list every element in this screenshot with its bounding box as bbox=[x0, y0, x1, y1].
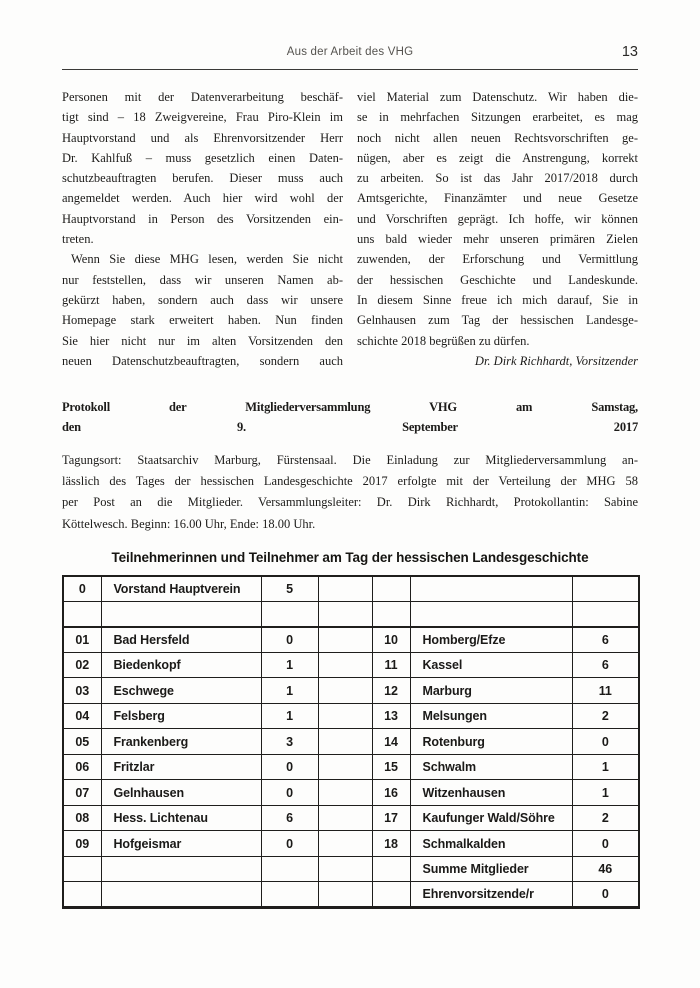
table-cell: 05 bbox=[63, 729, 101, 755]
table-row bbox=[63, 882, 639, 908]
table-cell: Hofgeismar bbox=[101, 831, 261, 857]
text-line: der hessischen Geschichte und Landeskunde. bbox=[357, 272, 638, 287]
table-cell: Fritzlar bbox=[101, 754, 261, 780]
text-line: den 9. September 2017 bbox=[62, 420, 638, 435]
table-cell: 04 bbox=[63, 703, 101, 729]
text-line: Dr. Dirk Richhardt, Vorsitzender bbox=[474, 353, 638, 368]
table-caption: Teilnehmerinnen und Teilnehmer am Tag der hessischen Landesgeschichte bbox=[111, 549, 589, 565]
text-line: In diesem Sinne freue ich mich darauf, Sie in bbox=[357, 292, 638, 307]
table-cell bbox=[372, 882, 410, 908]
table-cell bbox=[318, 601, 372, 627]
table-cell: 0 bbox=[63, 576, 101, 602]
table-cell bbox=[318, 856, 372, 882]
text-line: neuen Datenschutzbeauftragten, sondern auch bbox=[62, 353, 343, 368]
table-cell: 1 bbox=[572, 780, 639, 806]
table-cell: Rotenburg bbox=[410, 729, 572, 755]
table-cell: 6 bbox=[572, 627, 639, 653]
table-cell: 09 bbox=[63, 831, 101, 857]
table-cell bbox=[101, 856, 261, 882]
table-cell: Kaufunger Wald/Söhre bbox=[410, 805, 572, 831]
table-cell bbox=[318, 576, 372, 602]
table-cell: Melsungen bbox=[410, 703, 572, 729]
table-row bbox=[63, 805, 639, 831]
table-cell: 01 bbox=[63, 627, 101, 653]
table-cell: 2 bbox=[572, 703, 639, 729]
table-cell bbox=[261, 882, 318, 908]
table-cell: Marburg bbox=[410, 678, 572, 704]
table-row bbox=[63, 831, 639, 857]
table-cell bbox=[318, 678, 372, 704]
text-line: Hauptvorstand in Person des Vorsitzenden ein- bbox=[62, 211, 343, 226]
table-cell bbox=[318, 627, 372, 653]
table-cell: Schmalkalden bbox=[410, 831, 572, 857]
table-cell: 6 bbox=[261, 805, 318, 831]
table-cell bbox=[318, 754, 372, 780]
table-row bbox=[63, 780, 639, 806]
table-cell: Vorstand Hauptverein bbox=[101, 576, 261, 602]
table-row bbox=[63, 703, 639, 729]
table-cell bbox=[63, 882, 101, 908]
table-cell: Frankenberg bbox=[101, 729, 261, 755]
table-cell: 17 bbox=[372, 805, 410, 831]
table-cell: 11 bbox=[372, 652, 410, 678]
table-row bbox=[63, 652, 639, 678]
page-number: 13 bbox=[621, 44, 638, 60]
table-cell: 0 bbox=[261, 780, 318, 806]
table-cell bbox=[372, 601, 410, 627]
page-header bbox=[62, 44, 638, 62]
table-cell: 0 bbox=[572, 831, 639, 857]
table-cell: Biedenkopf bbox=[101, 652, 261, 678]
table-cell: Homberg/Efze bbox=[410, 627, 572, 653]
table-cell: 16 bbox=[372, 780, 410, 806]
table-cell: 0 bbox=[261, 754, 318, 780]
table-cell: Bad Hersfeld bbox=[101, 627, 261, 653]
text-line: tigt sind – 18 Zweigvereine, Frau Piro-Klein im bbox=[62, 110, 343, 125]
table-cell bbox=[572, 576, 639, 602]
table-cell bbox=[63, 856, 101, 882]
table-cell: 3 bbox=[261, 729, 318, 755]
text-line: nügen, aber es zeigt die Anstrengung, korrekt bbox=[357, 150, 638, 165]
table-row bbox=[63, 627, 639, 653]
table-cell: 11 bbox=[572, 678, 639, 704]
table-cell: 14 bbox=[372, 729, 410, 755]
protocol-intro bbox=[62, 450, 638, 535]
text-line: Hauptvorstand und als Ehrenvorsitzender Herr bbox=[62, 130, 343, 145]
protocol-heading bbox=[62, 397, 638, 438]
table-cell: 5 bbox=[261, 576, 318, 602]
table-cell bbox=[318, 652, 372, 678]
table-cell bbox=[372, 576, 410, 602]
table-cell: 08 bbox=[63, 805, 101, 831]
table-cell bbox=[410, 601, 572, 627]
table-cell bbox=[318, 805, 372, 831]
table-cell: Gelnhausen bbox=[101, 780, 261, 806]
text-line: und Vorschriften geprägt. Ich hoffe, wir können bbox=[357, 211, 638, 226]
table-cell: 1 bbox=[261, 703, 318, 729]
text-line: schutzbeauftragten berufen. Dieser muss auch bbox=[62, 171, 343, 186]
table-cell: 0 bbox=[572, 882, 639, 908]
table-cell bbox=[318, 780, 372, 806]
text-line: Homepage stark erweitert haben. Nun finden bbox=[62, 313, 343, 328]
table-cell: 0 bbox=[261, 627, 318, 653]
attendance-table bbox=[62, 575, 640, 909]
text-line: treten. bbox=[62, 232, 94, 247]
text-line: Amtsgerichte, Finanzämter und neue Gesetze bbox=[357, 191, 638, 206]
text-line: nur feststellen, dass wir unseren Namen ab- bbox=[62, 272, 343, 287]
table-cell bbox=[318, 703, 372, 729]
table-cell: Summe Mitglieder bbox=[410, 856, 572, 882]
running-title: Aus der Arbeit des VHG bbox=[286, 46, 414, 58]
table-cell: 10 bbox=[372, 627, 410, 653]
table-cell: 13 bbox=[372, 703, 410, 729]
table-cell bbox=[261, 601, 318, 627]
table-cell: Witzenhausen bbox=[410, 780, 572, 806]
table-cell: Schwalm bbox=[410, 754, 572, 780]
text-line: zu arbeiten. So ist das Jahr 2017/2018 durch bbox=[357, 171, 638, 186]
table-cell: Kassel bbox=[410, 652, 572, 678]
table-cell bbox=[261, 856, 318, 882]
table-row bbox=[63, 856, 639, 882]
text-line: gekürzt haben, sondern auch dass wir unsere bbox=[62, 292, 343, 307]
table-cell: 03 bbox=[63, 678, 101, 704]
text-line: zuwenden, der Erforschung und Vermittlung bbox=[357, 252, 638, 267]
text-line: viel Material zum Datenschutz. Wir haben die- bbox=[357, 90, 638, 104]
text-line: Personen mit der Datenverarbeitung beschäf- bbox=[62, 90, 343, 104]
table-row bbox=[63, 729, 639, 755]
table-cell: 1 bbox=[261, 678, 318, 704]
table-cell bbox=[318, 882, 372, 908]
text-line: schichte 2018 begrüßen zu dürfen. bbox=[357, 333, 530, 348]
text-line: uns bald wieder mehr unseren primären Zielen bbox=[357, 232, 638, 247]
text-line: Sie hier nicht nur im alten Vorsitzenden den bbox=[62, 333, 343, 348]
table-row bbox=[63, 678, 639, 704]
table-cell: 0 bbox=[572, 729, 639, 755]
table-cell bbox=[318, 729, 372, 755]
text-line: Köttelwesch. Beginn: 16.00 Uhr, Ende: 18.00 Uhr. bbox=[62, 516, 316, 531]
table-cell bbox=[101, 882, 261, 908]
table-cell bbox=[101, 601, 261, 627]
text-line: Tagungsort: Staatsarchiv Marburg, Fürstensaal. Die Einladung zur Mitgliederversammlung an- bbox=[62, 452, 638, 467]
text-line: noch nicht allen neuen Rechtsvorschriften ge- bbox=[357, 130, 638, 145]
table-cell: Felsberg bbox=[101, 703, 261, 729]
table-cell bbox=[372, 856, 410, 882]
table-row bbox=[63, 576, 639, 602]
article-columns bbox=[62, 87, 638, 371]
table-cell: Ehrenvorsitzende/r bbox=[410, 882, 572, 908]
table-cell bbox=[572, 601, 639, 627]
article-column-right bbox=[357, 87, 638, 371]
table-cell bbox=[318, 831, 372, 857]
table-cell bbox=[63, 601, 101, 627]
text-line: se in mehrfachen Sitzungen erarbeitet, es mag bbox=[357, 110, 638, 125]
table-cell: 06 bbox=[63, 754, 101, 780]
table-cell: 12 bbox=[372, 678, 410, 704]
table-cell: 15 bbox=[372, 754, 410, 780]
article-column-left bbox=[62, 87, 343, 371]
table-row bbox=[63, 601, 639, 627]
text-line: angemeldet werden. Auch hier wird wohl der bbox=[62, 191, 343, 206]
text-line: Protokoll der Mitgliederversammlung VHG am Samstag, bbox=[62, 400, 638, 415]
table-cell: Hess. Lichtenau bbox=[101, 805, 261, 831]
table-cell: 0 bbox=[261, 831, 318, 857]
table-row bbox=[63, 754, 639, 780]
text-line: Dr. Kahlfuß – muss gesetzlich einen Daten- bbox=[62, 150, 343, 165]
table-cell: 07 bbox=[63, 780, 101, 806]
table-cell: 1 bbox=[572, 754, 639, 780]
text-line: per Post an die Mitglieder. Versammlungsleiter: Dr. Dirk Richhardt, Protokollantin: Sabine bbox=[62, 495, 638, 510]
table-cell bbox=[410, 576, 572, 602]
table-cell: 18 bbox=[372, 831, 410, 857]
header-rule bbox=[62, 69, 638, 70]
table-cell: 2 bbox=[572, 805, 639, 831]
table-cell: 02 bbox=[63, 652, 101, 678]
table-cell: 6 bbox=[572, 652, 639, 678]
attendance-table-body bbox=[63, 576, 639, 908]
text-line: Wenn Sie diese MHG lesen, werden Sie nicht bbox=[71, 252, 343, 267]
text-line: lässlich des Tages der hessischen Landesgeschichte 2017 erfolgte mit der Verteilung der MHG 58 bbox=[62, 474, 638, 489]
text-line: Gelnhausen zum Tag der hessischen Landesge- bbox=[357, 313, 638, 328]
table-cell: 1 bbox=[261, 652, 318, 678]
table-cell: 46 bbox=[572, 856, 639, 882]
table-cell: Eschwege bbox=[101, 678, 261, 704]
